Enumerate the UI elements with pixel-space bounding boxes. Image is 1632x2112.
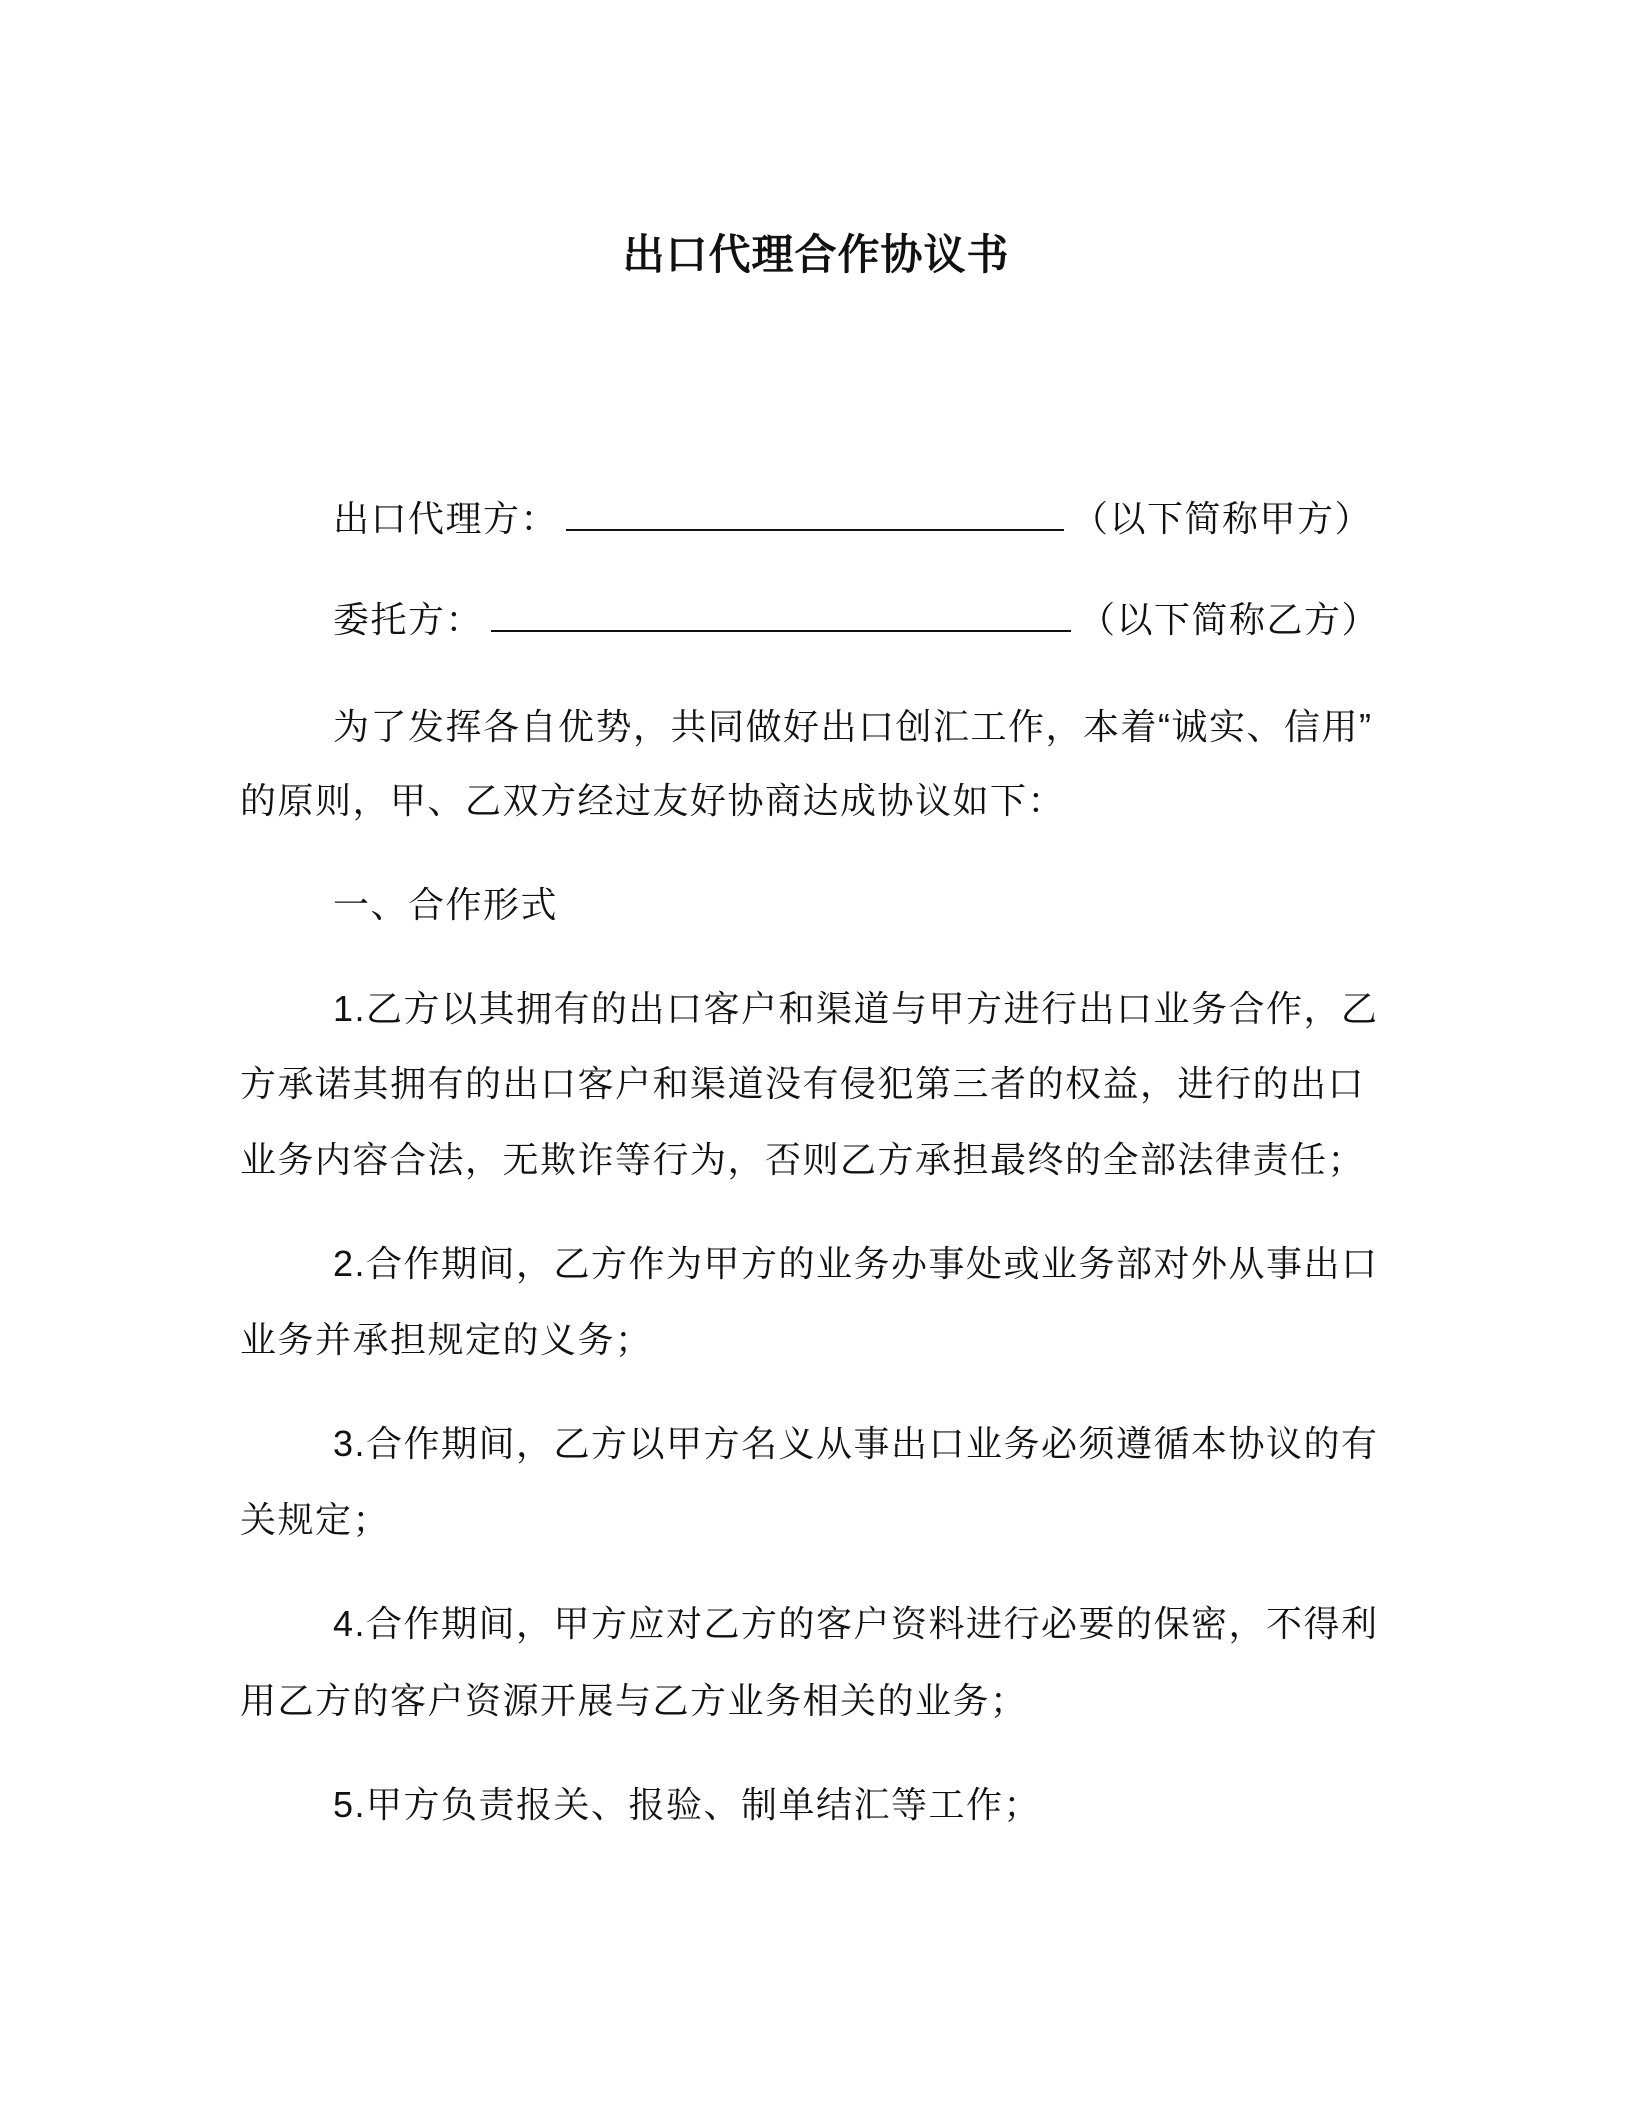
party-b-suffix: （以下简称乙方） <box>1079 599 1380 640</box>
party-a-blank <box>566 499 1064 531</box>
party-a-line <box>333 497 1372 541</box>
party-b-blank <box>491 600 1071 632</box>
clause-line: 方承诺其拥有的出口客户和渠道没有侵犯第三者的权益，进行的出口 <box>240 1063 1366 1104</box>
party-b-line <box>333 598 1379 642</box>
clause-line: 业务并承担规定的义务； <box>240 1319 653 1360</box>
section-heading: 一、合作形式 <box>333 884 559 925</box>
clause-line: 用乙方的客户资源开展与乙方业务相关的业务； <box>240 1680 1028 1721</box>
clause-line: 2.合作期间，乙方作为甲方的业务办事处或业务部对外从事出口 <box>333 1243 1379 1284</box>
intro-line: 为了发挥各自优势，共同做好出口创汇工作，本着“诚实、信用” <box>333 706 1373 747</box>
clause-line: 业务内容合法，无欺诈等行为，否则乙方承担最终的全部法律责任； <box>240 1139 1366 1180</box>
clause-line: 关规定； <box>240 1499 391 1540</box>
document-title: 出口代理合作协议书 <box>622 231 1010 278</box>
clause-line: 1.乙方以其拥有的出口客户和渠道与甲方进行出口业务合作，乙 <box>333 988 1379 1029</box>
clause-line: 5.甲方负责报关、报验、制单结汇等工作； <box>333 1784 1042 1825</box>
party-a-suffix: （以下简称甲方） <box>1072 498 1373 539</box>
party-b-label: 委托方： <box>333 599 484 640</box>
clause-line: 3.合作期间，乙方以甲方名义从事出口业务必须遵循本协议的有 <box>333 1423 1379 1464</box>
clause-line: 4.合作期间，甲方应对乙方的客户资料进行必要的保密，不得利 <box>333 1603 1379 1644</box>
intro-line: 的原则，甲、乙双方经过友好协商达成协议如下： <box>240 780 1066 821</box>
party-a-label: 出口代理方： <box>333 498 559 539</box>
